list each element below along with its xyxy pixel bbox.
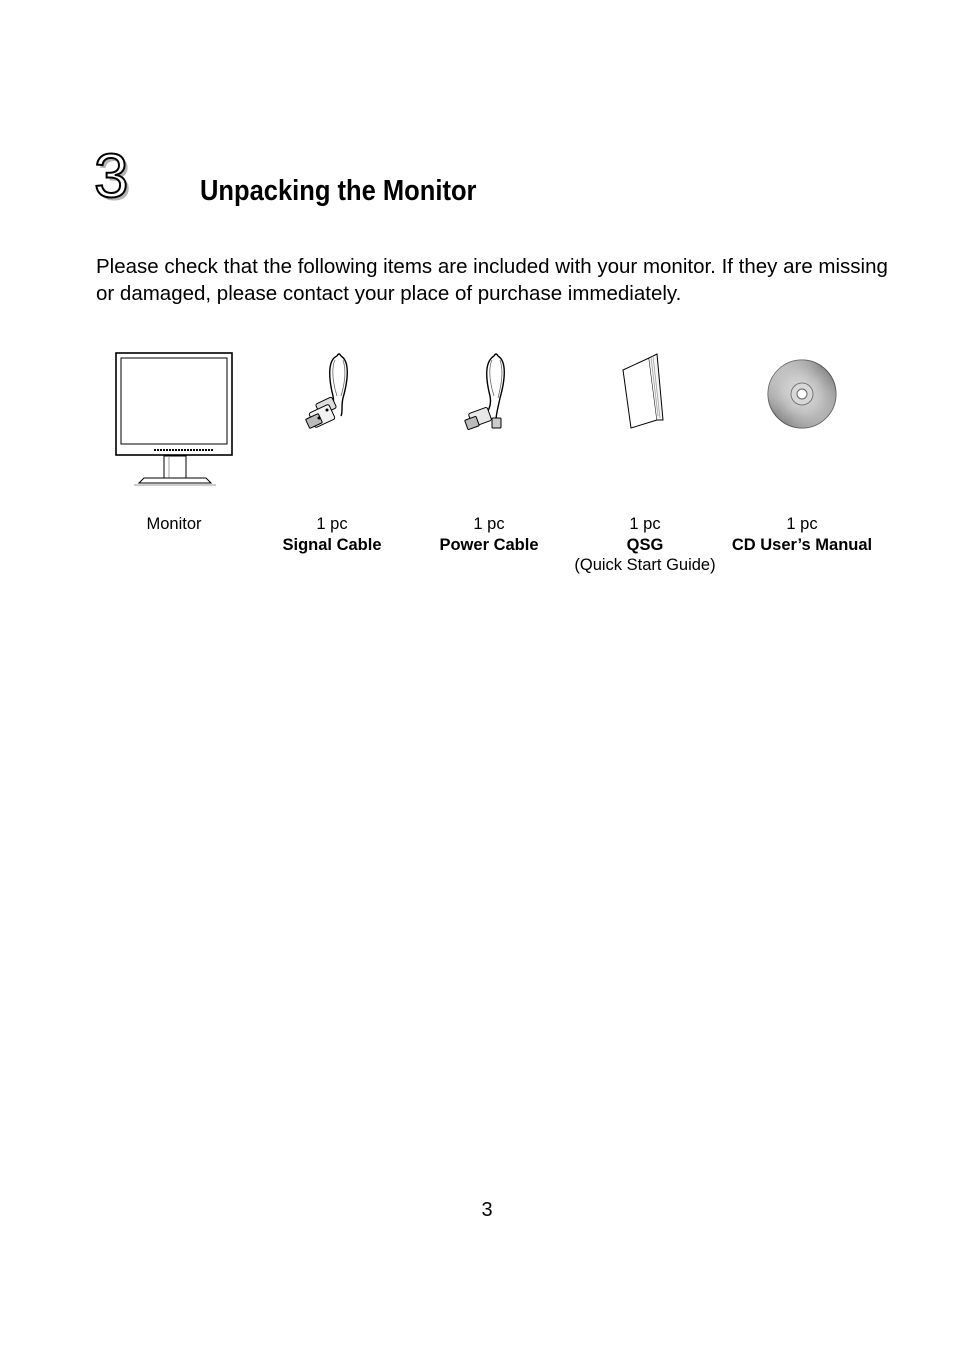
item-count: 1 pc bbox=[786, 515, 818, 533]
cd-icon bbox=[760, 350, 844, 434]
item-power-cable bbox=[411, 350, 567, 554]
item-name: Signal Cable bbox=[282, 535, 382, 554]
item-qsg bbox=[567, 350, 723, 574]
signal-cable-icon bbox=[297, 350, 367, 434]
item-count: 1 pc bbox=[316, 515, 348, 533]
monitor-icon bbox=[114, 350, 234, 486]
item-note: (Quick Start Guide) bbox=[574, 556, 716, 574]
item-count: 1 pc bbox=[629, 515, 661, 533]
item-cd-manual bbox=[724, 350, 880, 554]
page-number: 3 bbox=[481, 1199, 493, 1221]
package-contents bbox=[96, 350, 896, 610]
item-signal-cable bbox=[254, 350, 410, 554]
power-cable-icon bbox=[454, 350, 524, 434]
item-monitor bbox=[96, 350, 252, 533]
intro-paragraph: Please check that the following items are included with your monitor. If they are missing or damaged, please contact your place of purchase immediately. bbox=[96, 255, 888, 305]
item-name: QSG bbox=[626, 535, 664, 554]
item-count: 1 pc bbox=[473, 515, 505, 533]
chapter-title: Unpacking the Monitor bbox=[200, 175, 477, 207]
chapter-number: 3 bbox=[94, 142, 129, 211]
item-name: CD User’s Manual bbox=[731, 535, 873, 554]
quick-start-guide-icon bbox=[615, 350, 675, 434]
item-label: Monitor bbox=[146, 515, 202, 533]
item-name: Power Cable bbox=[439, 535, 539, 554]
